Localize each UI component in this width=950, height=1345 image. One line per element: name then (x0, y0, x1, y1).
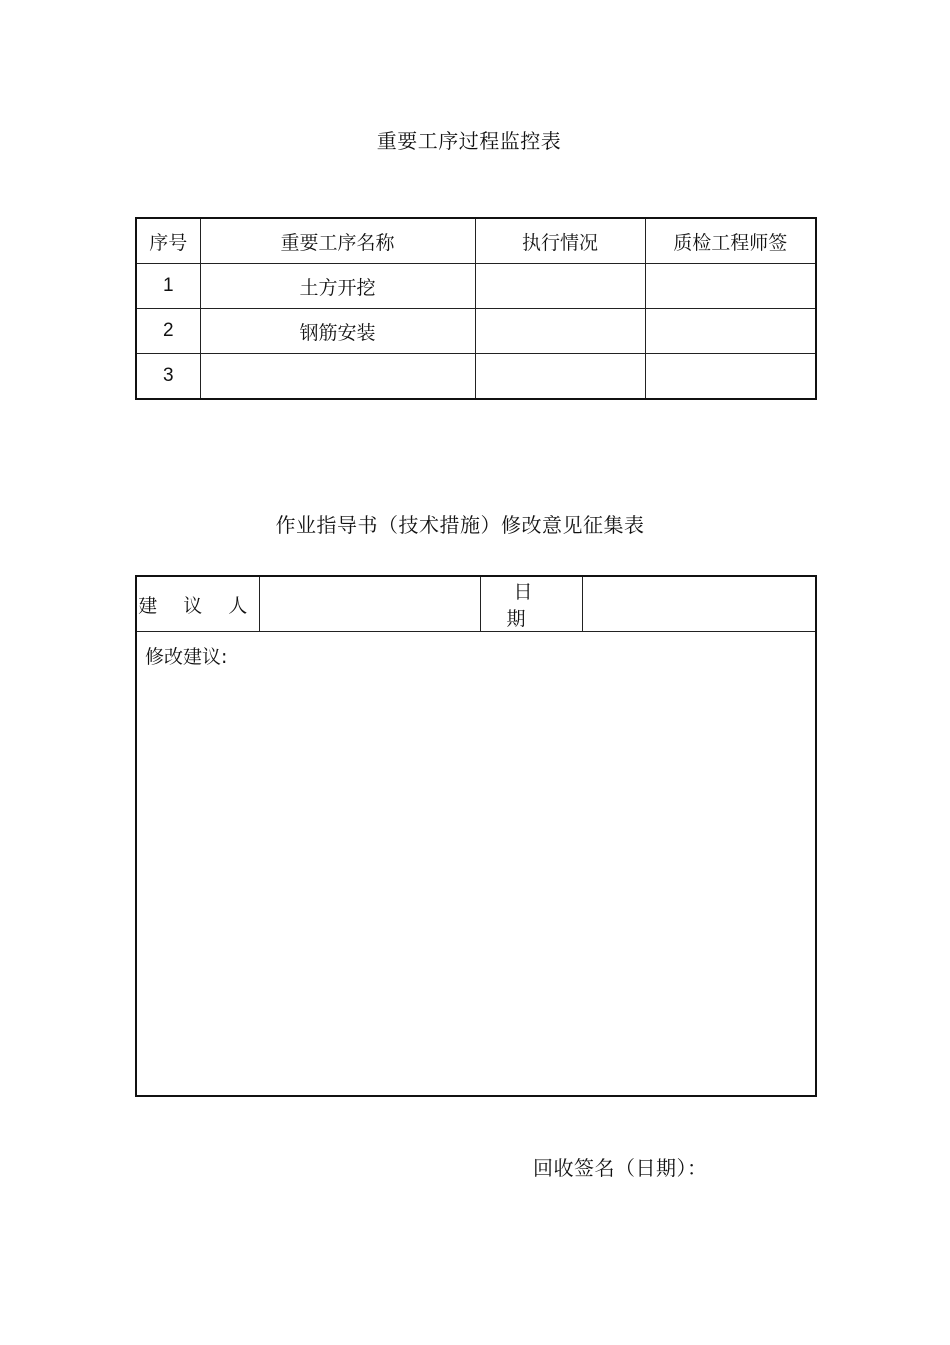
process-monitor-table (135, 217, 817, 400)
row-execution-status-cell[interactable] (475, 354, 645, 400)
date-label: 日 期 (480, 576, 582, 632)
header-inspector-signature: 质检工程师签 (645, 218, 816, 264)
feedback-form-title: 作业指导书（技术措施）修改意见征集表 (275, 513, 645, 537)
table-header-row (136, 218, 816, 264)
proposer-field[interactable] (259, 576, 480, 632)
suggestion-area[interactable] (136, 632, 816, 1097)
header-process-name: 重要工序名称 (200, 218, 475, 264)
suggestion-row (136, 632, 816, 1097)
row-serial-number: 3 (136, 354, 200, 400)
row-process-name: 土方开挖 (200, 264, 475, 309)
table-row (136, 264, 816, 309)
row-serial-number: 2 (136, 309, 200, 354)
row-inspector-signature-cell[interactable] (645, 264, 816, 309)
row-process-name: 钢筋安装 (200, 309, 475, 354)
row-serial-number: 1 (136, 264, 200, 309)
row-execution-status-cell[interactable] (475, 264, 645, 309)
row-inspector-signature-cell[interactable] (645, 354, 816, 400)
table-row (136, 354, 816, 400)
monitor-table-title: 重要工序过程监控表 (376, 129, 562, 153)
row-process-name[interactable] (200, 354, 475, 400)
header-serial-number: 序号 (136, 218, 200, 264)
row-inspector-signature-cell[interactable] (645, 309, 816, 354)
feedback-form-table (135, 575, 817, 1097)
table-row (136, 309, 816, 354)
row-execution-status-cell[interactable] (475, 309, 645, 354)
suggestion-label: 修改建议: (145, 646, 228, 668)
header-execution-status: 执行情况 (475, 218, 645, 264)
feedback-header-row (136, 576, 816, 632)
recycle-signature-label: 回收签名（日期）： (533, 1156, 708, 1180)
proposer-label: 建 议 人 (136, 576, 259, 632)
date-field[interactable] (582, 576, 816, 632)
